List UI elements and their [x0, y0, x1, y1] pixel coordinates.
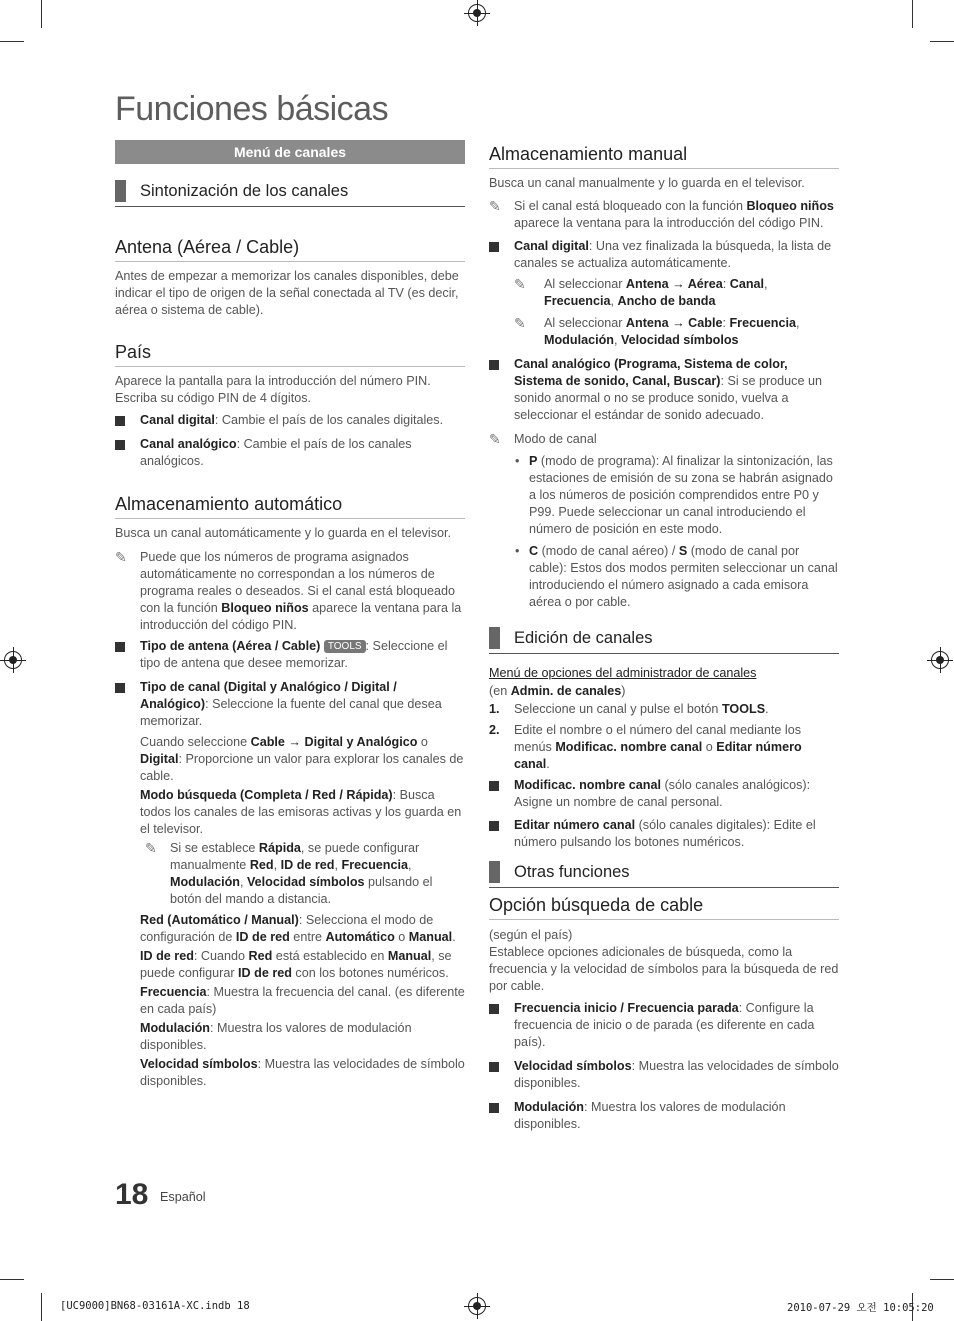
text-bold: P: [529, 454, 538, 468]
bullet-square-icon: [489, 821, 499, 831]
antena-title: Antena (Aérea / Cable): [115, 237, 465, 262]
text-run: o: [702, 740, 717, 754]
text-bold: Velocidad símbolos: [246, 875, 365, 889]
auto-bullet-tipo-canal: [115, 679, 465, 730]
crop-mark: [41, 0, 42, 28]
text-run: ,: [239, 875, 247, 889]
bullet-label: Frecuencia inicio / Frecuencia parada: [514, 1001, 739, 1015]
text-bold: Modulación: [170, 875, 240, 889]
page-title: Funciones básicas: [115, 90, 389, 128]
cable-note: (según el país): [489, 928, 573, 942]
bullet-text: : Configure la frecuencia de inicio o de parada (es diferente en cada país).: [514, 1001, 815, 1049]
text-run: Al seleccionar: [544, 316, 626, 330]
note-pencil-icon: ✎: [145, 840, 157, 856]
note-pencil-icon: ✎: [489, 198, 501, 214]
manual-bullet-analogico: [489, 356, 839, 424]
text-bold: Velocidad símbolos: [140, 1057, 258, 1071]
bullet-text: : Si se produce un sonido anormal o no se produce sonido, vuelva a seleccionar el estándar de sonido adecuado.: [514, 374, 822, 422]
text-bold: Antena → Aérea: [625, 277, 723, 291]
text-run: ,: [273, 858, 281, 872]
note-pencil-icon: ✎: [489, 431, 501, 447]
text-run: : Cuando: [193, 949, 249, 963]
registration-mark-icon: [931, 651, 949, 669]
crop-mark: [930, 1279, 954, 1280]
section-heading-label: Otras funciones: [514, 862, 630, 881]
step-number: 2.: [489, 723, 500, 737]
auto-modo-busqueda: [115, 787, 465, 838]
bullet-square-icon: [489, 242, 499, 252]
right-column: [489, 144, 839, 1133]
text-bold: Automático: [325, 930, 395, 944]
pais-title: País: [115, 342, 465, 367]
left-column: [115, 140, 465, 1090]
text-bold: ID de red: [280, 858, 335, 872]
bullet-label: Editar número canal: [514, 818, 636, 832]
note-pencil-icon: ✎: [514, 315, 526, 331]
text-bold: Red: [248, 949, 273, 963]
text-run: .: [452, 930, 456, 944]
modo-p-item: [489, 453, 839, 538]
heading-bar: [489, 627, 500, 649]
pais-bullet-digital: [115, 412, 465, 429]
cable-text: Establece opciones adicionales de búsqueda, como la frecuencia y la velocidad de símbolos para la búsqueda de red por cable.: [489, 945, 839, 993]
text-bold: Velocidad símbolos: [620, 333, 739, 347]
bullet-square-icon: [489, 1004, 499, 1014]
bullet-dot-icon: •: [515, 544, 520, 558]
auto-modulacion: [115, 1020, 465, 1054]
bullet-text: : Seleccione la fuente del canal que desea memorizar.: [140, 697, 442, 728]
manual-note-aerea: [514, 276, 839, 310]
bullet-text: : Cambie el país de los canales analógicos.: [140, 437, 412, 468]
auto-rapida-note: [145, 840, 465, 908]
bullet-square-icon: [489, 781, 499, 791]
manual-note-cable: [514, 315, 839, 349]
bullet-label: Tipo de antena (Aérea / Cable): [140, 639, 321, 653]
text-run: está establecido en: [272, 949, 388, 963]
text-run: : Busca todos los canales de las emisoras activas y los guarda en el televisor.: [140, 788, 462, 836]
text-bold: Ancho de banda: [617, 294, 716, 308]
bullet-label: Canal analógico (Programa, Sistema de color, Sistema de sonido, Canal, Buscar): [514, 357, 788, 388]
text-run: entre: [289, 930, 326, 944]
text-bold: Frecuencia: [140, 985, 207, 999]
text-bold: Canal: [729, 277, 765, 291]
bullet-square-icon: [115, 642, 125, 652]
crop-mark: [0, 41, 24, 42]
text-bold: Modulación: [140, 1021, 210, 1035]
text-run: (modo de canal por cable): Estos dos modos permiten seleccionar un canal introduciendo el número asignado a cada emisora aérea o por cable.: [529, 544, 838, 609]
text-bold: Modificac. nombre canal: [555, 740, 703, 754]
manual-text: Busca un canal manualmente y lo guarda en el televisor.: [489, 176, 805, 190]
bullet-square-icon: [115, 683, 125, 693]
registration-mark-icon: [4, 651, 22, 669]
text-run: , se puede configurar: [140, 949, 452, 980]
cable-bullet-velocidad: [489, 1058, 839, 1092]
modo-c-item: [489, 543, 839, 611]
bullet-dot-icon: •: [515, 454, 520, 468]
crop-mark: [912, 0, 913, 28]
text-bold: Cable → Digital y Analógico: [250, 735, 418, 749]
text-run: : Selecciona el modo de configuración de: [140, 913, 434, 944]
text-run: :: [722, 316, 730, 330]
edicion-sub: [489, 665, 839, 682]
text-bold: Modo búsqueda (Completa / Red / Rápida): [140, 788, 393, 802]
step-number: 1.: [489, 702, 500, 716]
manual-note-bloqueo: [489, 198, 839, 232]
manual-note-modo: [489, 431, 839, 448]
heading-bar: [115, 180, 126, 202]
section-heading-otras: [489, 857, 839, 888]
text-run: , se puede configurar manualmente: [170, 841, 420, 872]
bullet-text: : Muestra las velocidades de símbolo disponibles.: [514, 1059, 839, 1090]
cable-title: Opción búsqueda de cable: [489, 895, 839, 920]
text-bold: Red (Automático / Manual): [140, 913, 299, 927]
text-run: (modo de programa): Al finalizar la sintonización, las estaciones de emisión de su zona se habrán asignado a los números de posición comprendidos entre P0 y P99. Puede seleccionar un canal introduciendo el número de posición en este modo.: [529, 454, 833, 536]
bullet-text: (sólo canales analógicos): Asigne un nombre de canal personal.: [514, 778, 811, 809]
edicion-subtitle: Menú de opciones del administrador de canales: [489, 666, 757, 680]
manual-bullet-digital: [489, 238, 839, 272]
text-run: .: [546, 757, 550, 771]
bullet-label: Canal digital: [514, 239, 589, 253]
text-bold: ID de red: [238, 966, 292, 980]
auto-red: [115, 912, 465, 946]
edicion-en: [489, 683, 839, 700]
section-heading-label: Edición de canales: [514, 628, 653, 647]
pais-text: Aparece la pantalla para la introducción del número PIN. Escriba su código PIN de 4 dígitos.: [115, 374, 431, 405]
tools-badge-icon: TOOLS: [324, 640, 366, 653]
bullet-square-icon: [489, 360, 499, 370]
text-run: o: [417, 735, 428, 749]
text-bold: Admin. de canales: [510, 684, 622, 698]
auto-id-red: [115, 948, 465, 982]
text-run: pulsando el botón del mando a distancia.: [170, 875, 433, 906]
bullet-text: : Muestra los valores de modulación disponibles.: [514, 1100, 786, 1131]
crop-mark: [0, 1279, 24, 1280]
bullet-text: : Seleccione el tipo de antena que desee memorizar.: [140, 639, 448, 670]
text-run: Si el canal está bloqueado con la función: [514, 199, 747, 213]
registration-mark-icon: [468, 4, 486, 22]
text-run: : Proporcione un valor para explorar los canales de cable.: [140, 752, 464, 783]
text-bold: Manual: [408, 930, 453, 944]
bullet-label: Canal digital: [140, 413, 215, 427]
text-bold: Frecuencia: [544, 294, 611, 308]
text-bold: Rápida: [258, 841, 301, 855]
text-run: Si se establece: [170, 841, 259, 855]
text-run: .: [765, 702, 769, 716]
bullet-label: Velocidad símbolos: [514, 1059, 632, 1073]
text-run: con los botones numéricos.: [291, 966, 449, 980]
text-run: ,: [610, 294, 618, 308]
crop-mark: [41, 1293, 42, 1321]
edicion-bullet-nombre: [489, 777, 839, 811]
bullet-square-icon: [489, 1103, 499, 1113]
note-text: aparece la ventana para la introducción del código PIN.: [140, 601, 462, 632]
text-run: Modo de canal: [514, 432, 597, 446]
text-run: Edite el nombre o el número del canal mediante los menús: [514, 723, 802, 754]
edicion-step-1: [489, 701, 839, 718]
antena-text: Antes de empezar a memorizar los canales disponibles, debe indicar el tipo de origen de la señal conectada al TV (es decir, aérea o sistema de cable).: [115, 269, 459, 317]
bullet-label: Modulación: [514, 1100, 584, 1114]
print-file-slug: [UC9000]BN68-03161A-XC.indb 18: [60, 1300, 250, 1312]
page-number: 18: [115, 1178, 149, 1211]
print-date-slug: 2010-07-29 오전 10:05:20: [787, 1302, 934, 1314]
bullet-text: : Cambie el país de los canales digitales.: [214, 413, 444, 427]
text-bold: Frecuencia: [341, 858, 408, 872]
auto-note: [115, 549, 465, 634]
note-bold: Bloqueo niños: [221, 601, 309, 615]
text-run: ,: [408, 858, 412, 872]
registration-mark-icon: [468, 1297, 486, 1315]
text-run: : Muestra las velocidades de símbolo disponibles.: [140, 1057, 465, 1088]
auto-cable-text: [115, 734, 465, 785]
text-run: :: [722, 277, 730, 291]
text-run: ,: [334, 858, 342, 872]
cable-bullet-modulacion: [489, 1099, 839, 1133]
pais-bullet-analogico: [115, 436, 465, 470]
text-bold: Editar número canal: [514, 740, 802, 771]
text-run: Al seleccionar: [544, 277, 626, 291]
bullet-text: : Una vez finalizada la búsqueda, la lista de canales se actualiza automáticamente.: [514, 239, 832, 270]
text-bold: Frecuencia: [729, 316, 796, 330]
crop-mark: [930, 41, 954, 42]
section-heading-sintonizacion: [115, 176, 465, 207]
text-bold: Modulación: [544, 333, 614, 347]
bullet-square-icon: [489, 1062, 499, 1072]
text-bold: Antena → Cable: [625, 316, 723, 330]
text-run: aparece la ventana para la introducción del código PIN.: [514, 216, 824, 230]
text-run: : Muestra la frecuencia del canal. (es diferente en cada país): [140, 985, 465, 1016]
text-bold: TOOLS: [721, 702, 766, 716]
menu-bar: Menú de canales: [115, 140, 465, 164]
text-bold: Manual: [387, 949, 432, 963]
section-heading-edicion: [489, 623, 839, 654]
text-run: (modo de canal aéreo) /: [538, 544, 679, 558]
text-run: ): [621, 684, 626, 698]
text-run: Seleccione un canal y pulse el botón: [514, 702, 722, 716]
auto-velocidad: [115, 1056, 465, 1090]
page-language: Español: [160, 1190, 206, 1204]
edicion-step-2: [489, 722, 839, 773]
text-bold: ID de red: [235, 930, 290, 944]
text-bold: ID de red: [140, 949, 194, 963]
note-pencil-icon: ✎: [514, 276, 526, 292]
bullet-label: Modificac. nombre canal: [514, 778, 661, 792]
text-bold: Digital: [140, 752, 179, 766]
note-pencil-icon: ✎: [115, 549, 127, 565]
text-bold: S: [678, 544, 688, 558]
bullet-label: Tipo de canal (Digital y Analógico / Digital / Analógico): [140, 680, 397, 711]
heading-bar: [489, 861, 500, 883]
manual-title: Almacenamiento manual: [489, 144, 839, 169]
bullet-square-icon: [115, 416, 125, 426]
bullet-label: Canal analógico: [140, 437, 237, 451]
auto-title: Almacenamiento automático: [115, 494, 465, 519]
text-run: o: [394, 930, 409, 944]
note-text: Puede que los números de programa asignados automáticamente no correspondan a los números de programa reales o deseados. Si el canal está bloqueado con la función: [140, 550, 456, 615]
auto-frecuencia: [115, 984, 465, 1018]
cable-bullet-frecuencia: [489, 1000, 839, 1051]
text-bold: Bloqueo niños: [746, 199, 834, 213]
auto-text: Busca un canal automáticamente y lo guarda en el televisor.: [115, 526, 452, 540]
section-heading-label: Sintonización de los canales: [140, 181, 349, 200]
text-run: ,: [764, 277, 768, 291]
text-run: (en: [489, 684, 511, 698]
text-run: ,: [795, 316, 800, 330]
text-run: Cuando seleccione: [140, 735, 251, 749]
text-bold: C: [529, 544, 539, 558]
text-run: : Muestra los valores de modulación disponibles.: [140, 1021, 412, 1052]
auto-bullet-tipo-antena: [115, 638, 465, 672]
text-bold: Red: [249, 858, 274, 872]
bullet-square-icon: [115, 440, 125, 450]
edicion-bullet-numero: [489, 817, 839, 851]
text-run: ,: [613, 333, 621, 347]
bullet-text: (sólo canales digitales): Edite el número pulsando los botones numéricos.: [514, 818, 816, 849]
